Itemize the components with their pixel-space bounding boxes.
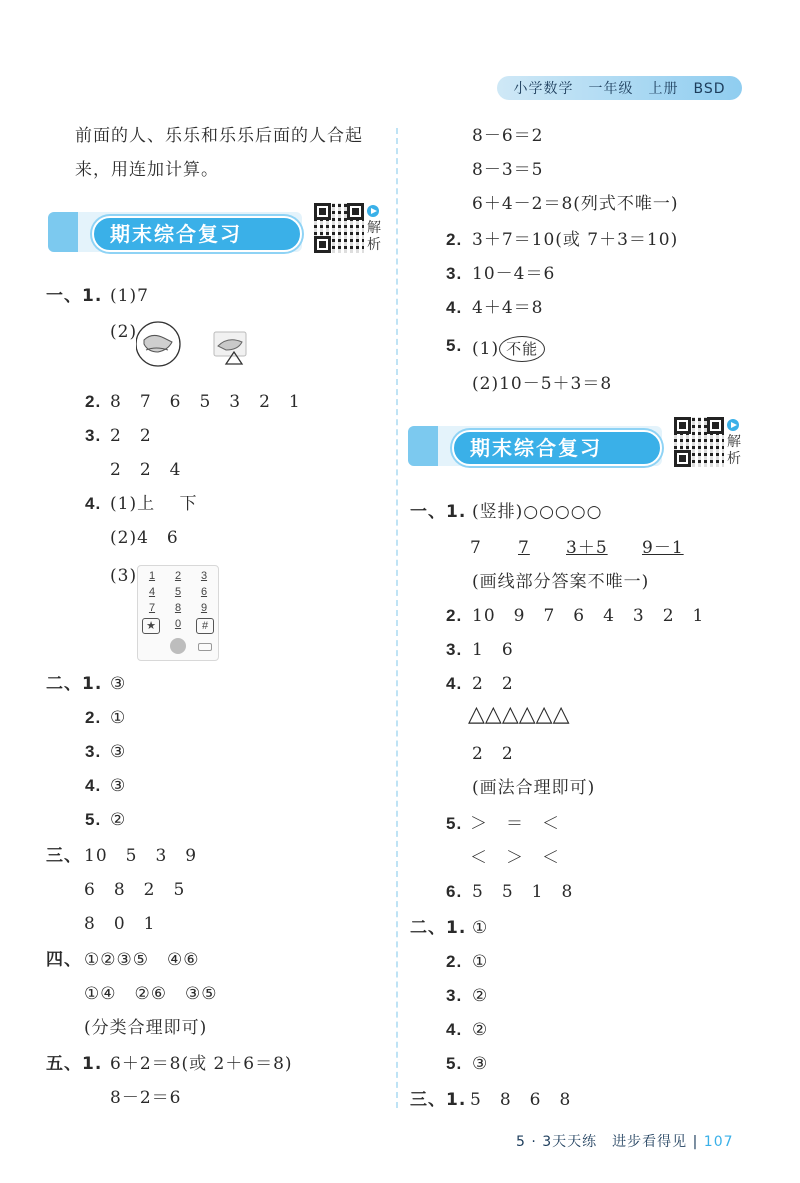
key-5: 5 xyxy=(174,586,182,598)
key-1: 1 xyxy=(148,570,156,582)
qr-label: 解析 xyxy=(727,434,741,467)
banner-tab xyxy=(408,426,438,466)
s2-q4-note: (画法合理即可) xyxy=(472,778,596,798)
key-3: 3 xyxy=(200,570,208,582)
s2-q6-label: 6. xyxy=(446,882,463,901)
banner-tab xyxy=(48,212,78,252)
s2-p2-q4-label: 4. xyxy=(446,1020,463,1039)
right-row-2: 8－3＝5 xyxy=(472,160,544,180)
part2-q2-label: 2. xyxy=(85,708,102,727)
s2-q5-label: 5. xyxy=(446,814,463,833)
s2-part3-label: 三、1. xyxy=(410,1090,467,1110)
key-6: 6 xyxy=(200,586,208,598)
right-q5-a xyxy=(472,336,545,362)
play-icon[interactable] xyxy=(727,419,739,431)
s2-q1-b1: 7 xyxy=(470,538,482,558)
circled-answer: 不能 xyxy=(499,336,545,362)
qr-code-icon[interactable] xyxy=(314,203,364,253)
footer-text: 5 · 3天天练 进步看得见 | xyxy=(516,1134,704,1150)
s2-q6: 5 5 1 8 xyxy=(472,882,574,902)
s2-p2-q1: ① xyxy=(472,918,489,938)
column-divider xyxy=(396,128,398,1108)
intro-line-2: 来，用连加计算。 xyxy=(75,160,219,180)
part2-q2: ① xyxy=(110,708,127,728)
right-row-1: 8－6＝2 xyxy=(472,126,544,146)
part2-q1: ③ xyxy=(110,674,127,694)
right-q3: 10－4＝6 xyxy=(472,264,556,284)
s2-q2: 10 9 7 6 4 3 2 1 xyxy=(472,606,705,626)
part5-row2: 8－2＝6 xyxy=(110,1088,182,1108)
key-7: 7 xyxy=(148,602,156,614)
part2-q5-label: 5. xyxy=(85,810,102,829)
part1-q3-row2: 2 2 4 xyxy=(110,460,182,480)
right-q4-label: 4. xyxy=(446,298,463,317)
key-4: 4 xyxy=(148,586,156,598)
key-8: 8 xyxy=(174,602,182,614)
play-icon[interactable] xyxy=(367,205,379,217)
backspace-icon xyxy=(198,643,212,651)
s2-q3: 1 6 xyxy=(472,640,514,660)
call-icon xyxy=(170,638,186,654)
part1-q1-label: 一、1. xyxy=(46,286,103,306)
s2-q4-triangles: △△△△△△ xyxy=(468,702,570,727)
page-number: 107 xyxy=(703,1134,734,1150)
s2-q1-note: (画线部分答案不唯一) xyxy=(472,572,650,592)
s2-q1-a: (竖排)○○○○○ xyxy=(472,502,603,522)
part3-row1: 10 5 3 9 xyxy=(84,846,198,866)
part2-q4: ③ xyxy=(110,776,127,796)
right-q4: 4＋4＝8 xyxy=(472,298,544,318)
part1-q3-label: 3. xyxy=(85,426,102,445)
right-q2-label: 2. xyxy=(446,230,463,249)
right-q5-label: 5. xyxy=(446,336,463,355)
s2-p2-q2-label: 2. xyxy=(446,952,463,971)
part4-note: (分类合理即可) xyxy=(84,1018,208,1038)
hands-illustration xyxy=(136,320,256,380)
header-tag: 小学数学 一年级 上册 BSD xyxy=(497,76,742,100)
s2-q4-row1: 2 2 xyxy=(472,674,514,694)
part4-row1: ①②③⑤ ④⑥ xyxy=(84,950,200,970)
s2-p2-q3: ② xyxy=(472,986,489,1006)
part1-q4-a: (1)上 下 xyxy=(110,494,198,514)
part3-label: 三、 xyxy=(46,846,82,866)
s2-p2-q3-label: 3. xyxy=(446,986,463,1005)
s2-p2-q4: ② xyxy=(472,1020,489,1040)
right-row-3: 6＋4－2＝8(列式不唯一) xyxy=(472,194,679,214)
right-q5-a-prefix: (1) xyxy=(472,339,500,359)
page-footer xyxy=(516,1131,734,1151)
part5-label: 五、1. xyxy=(46,1054,103,1074)
part4-label: 四、 xyxy=(46,950,82,970)
s2-q1-b3: 3＋5 xyxy=(566,538,608,558)
phone-keypad xyxy=(137,565,219,661)
section-title-1: 期末综合复习(一) xyxy=(92,216,302,252)
part1-q4-b: (2)4 6 xyxy=(110,528,179,548)
part1-q4-c-label: (3) xyxy=(110,566,138,586)
s2-q5-row1: ＞ ＝ ＜ xyxy=(470,814,560,834)
right-q2: 3＋7＝10(或 7＋3＝10) xyxy=(472,230,679,250)
qr-label: 解析 xyxy=(367,220,381,253)
part2-q3: ③ xyxy=(110,742,127,762)
intro-line-1: 前面的人、乐乐和乐乐后面的人合起 xyxy=(75,126,363,146)
s2-q2-label: 2. xyxy=(446,606,463,625)
part3-row2: 6 8 2 5 xyxy=(84,880,186,900)
part2-q5: ② xyxy=(110,810,127,830)
s2-part2-label: 二、1. xyxy=(410,918,467,938)
s2-q1-b4: 9－1 xyxy=(642,538,684,558)
key-0: 0 xyxy=(174,618,182,630)
s2-q4-row2: 2 2 xyxy=(472,744,514,764)
part4-row2: ①④ ②⑥ ③⑤ xyxy=(84,984,218,1004)
s2-part1-label: 一、1. xyxy=(410,502,467,522)
s2-p2-q5: ③ xyxy=(472,1054,489,1074)
part1-q4-label: 4. xyxy=(85,494,102,513)
part1-q3-row1: 2 2 xyxy=(110,426,152,446)
part1-q1-b-label: (2) xyxy=(110,322,138,342)
section-banner-1 xyxy=(48,212,302,278)
key-star: ★ xyxy=(142,618,160,634)
part2-label: 二、1. xyxy=(46,674,103,694)
section-banner-2 xyxy=(408,426,662,492)
part1-q2-label: 2. xyxy=(85,392,102,411)
s2-q1-b2: 7 xyxy=(518,538,530,558)
s2-q5-row2: ＜ ＞ ＜ xyxy=(470,848,560,868)
key-2: 2 xyxy=(174,570,182,582)
s2-q4-label: 4. xyxy=(446,674,463,693)
part1-q1-a: (1)7 xyxy=(110,286,149,306)
part2-q4-label: 4. xyxy=(85,776,102,795)
s2-p3-q1: 5 8 6 8 xyxy=(470,1090,572,1110)
s2-q3-label: 3. xyxy=(446,640,463,659)
qr-code-icon[interactable] xyxy=(674,417,724,467)
part1-q2-answer: 8 7 6 5 3 2 1 xyxy=(110,392,301,412)
s2-p2-q2: ① xyxy=(472,952,489,972)
right-q5-b: (2)10－5＋3＝8 xyxy=(472,374,613,394)
key-9: 9 xyxy=(200,602,208,614)
part5-row1: 6＋2＝8(或 2＋6＝8) xyxy=(110,1054,293,1074)
s2-p2-q5-label: 5. xyxy=(446,1054,463,1073)
part3-row3: 8 0 1 xyxy=(84,914,156,934)
key-hash: # xyxy=(196,618,214,634)
section-title-2: 期末综合复习(二) xyxy=(452,430,662,466)
right-q3-label: 3. xyxy=(446,264,463,283)
part2-q3-label: 3. xyxy=(85,742,102,761)
